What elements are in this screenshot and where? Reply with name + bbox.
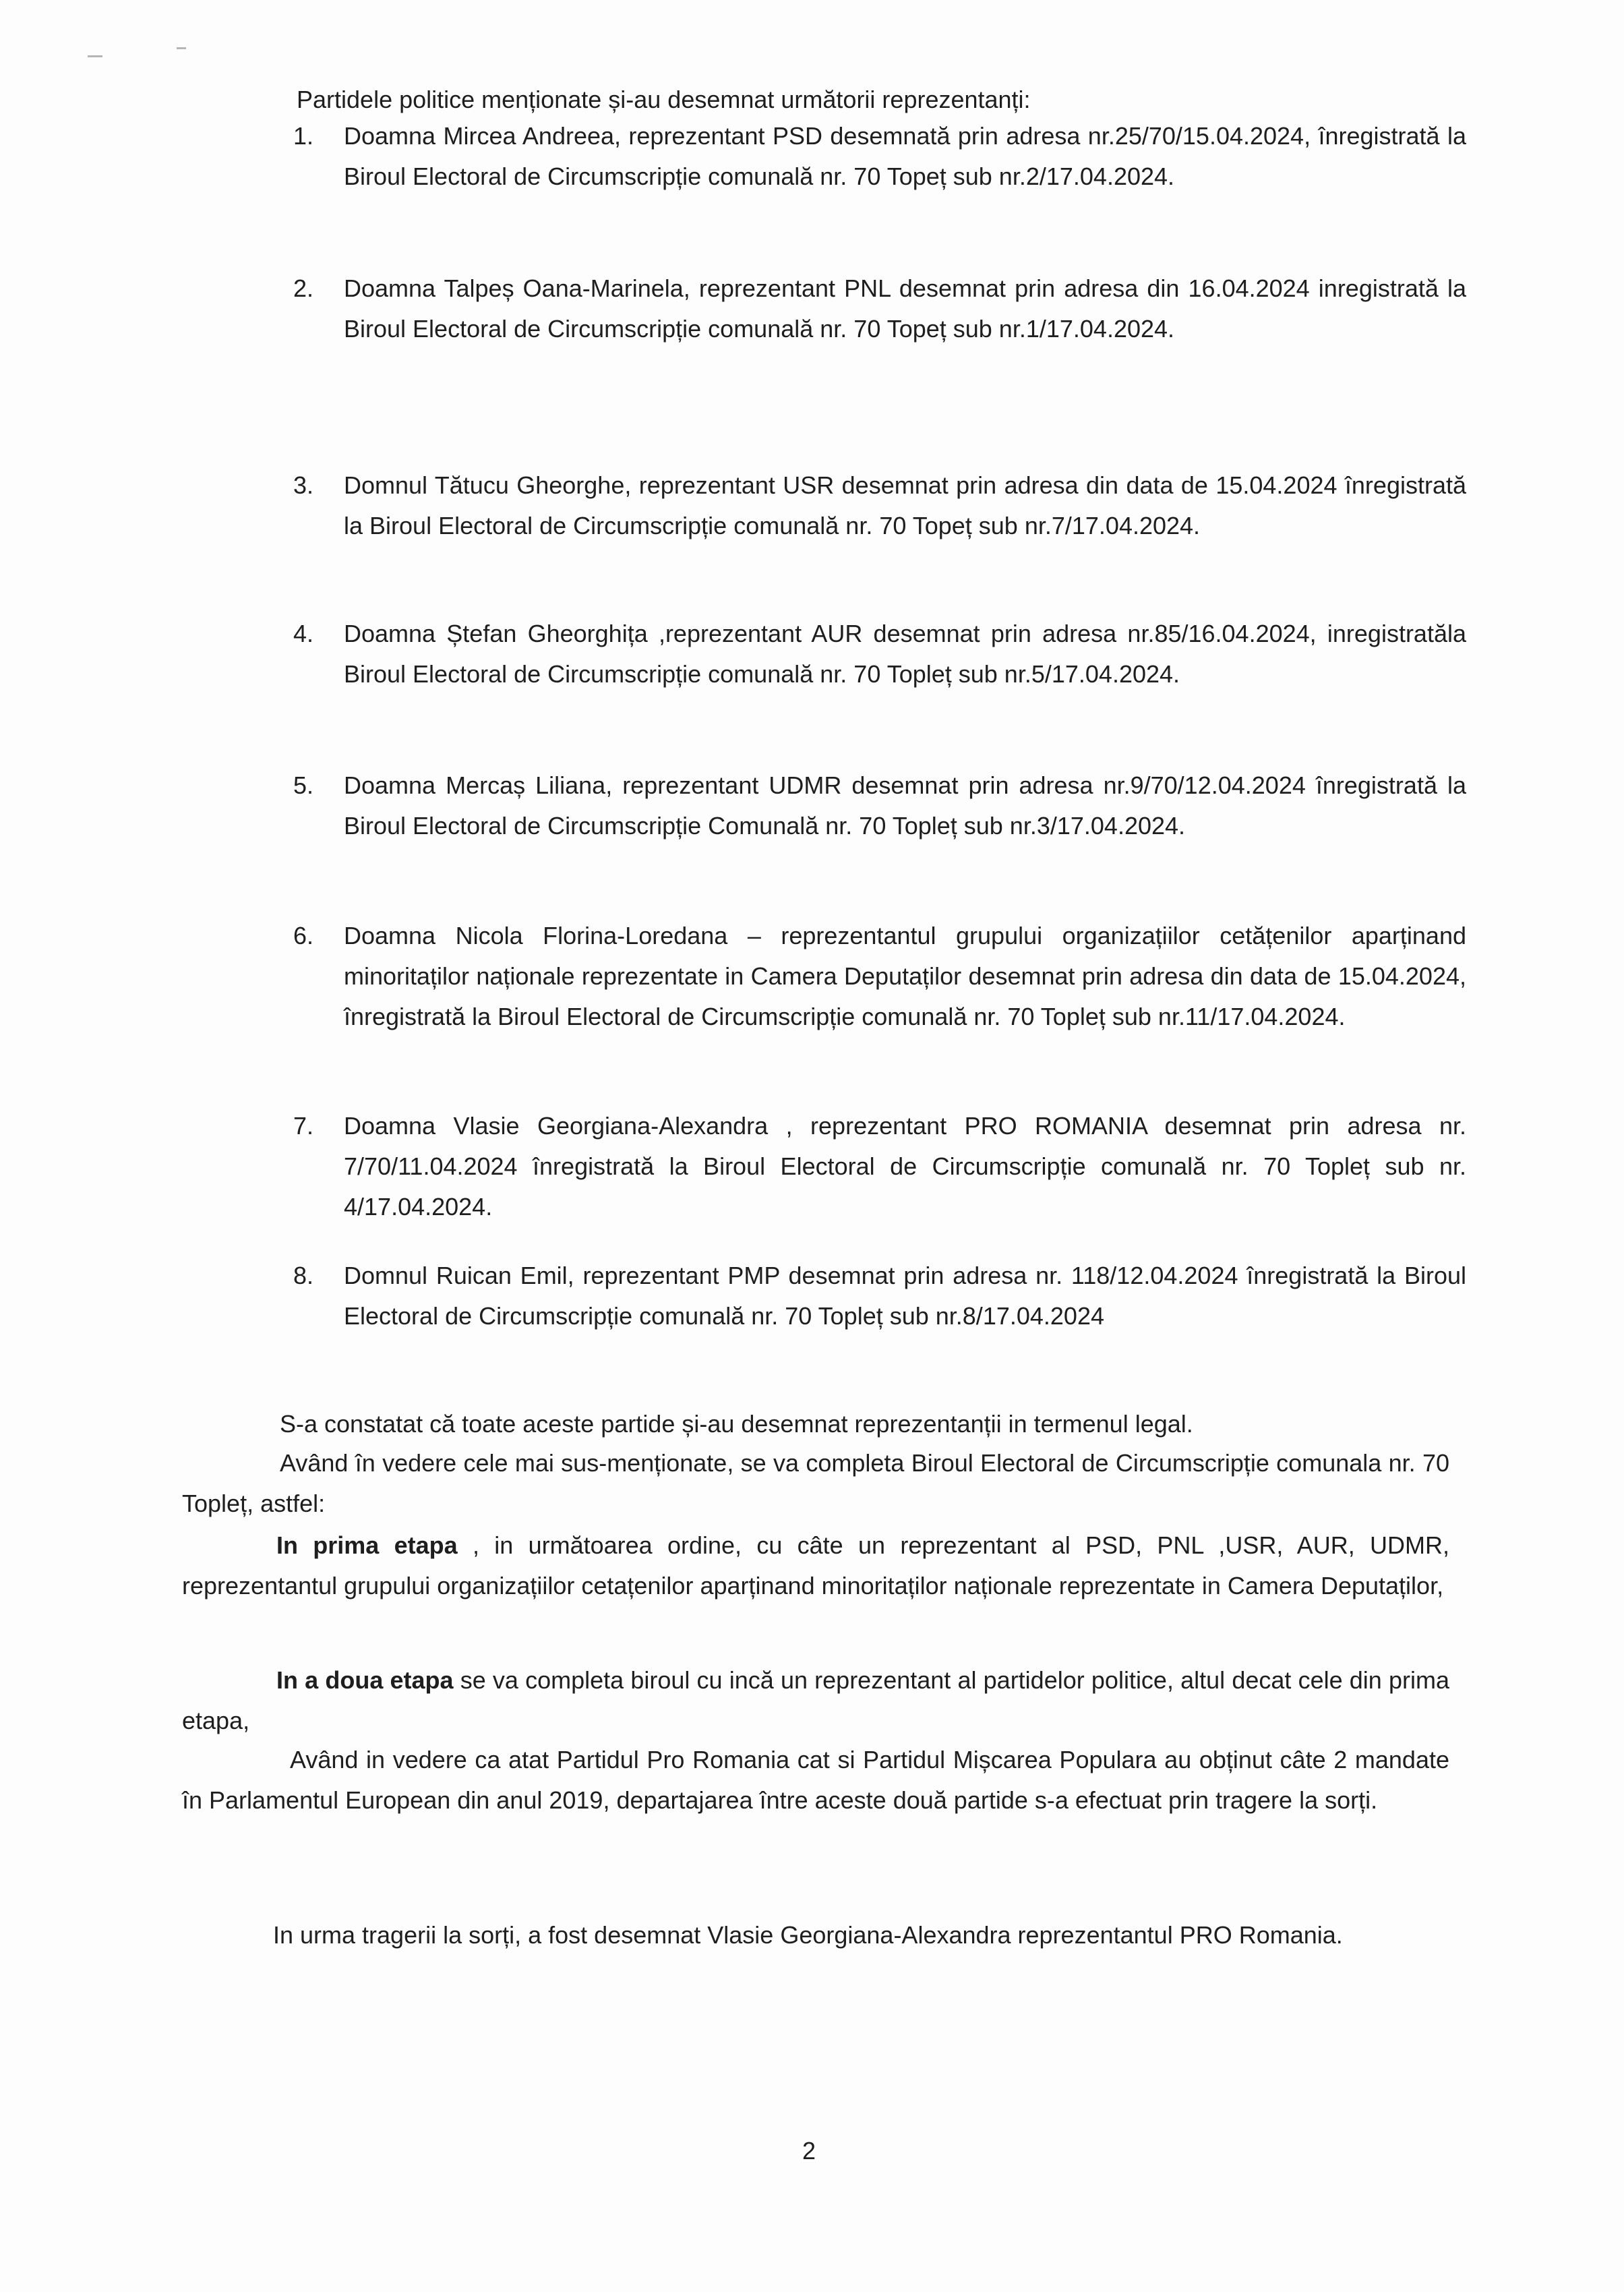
list-item-number: 8. (293, 1262, 314, 1289)
list-item (293, 465, 1466, 546)
list-item-number: 4. (293, 620, 314, 647)
list-item-text: Doamna Vlasie Georgiana-Alexandra , reprezentant PRO ROMANIA desemnat prin adresa nr. 7/70/11.04.2024 înregistrată la Biroul Electoral de Circumscripție comunală nr. 70 Topleț sub nr. 4/17.04.2024. (344, 1112, 1466, 1221)
list-item-number: 3. (293, 471, 314, 499)
paragraph-text: Având in vedere ca atat Partidul Pro Romania cat si Partidul Mișcarea Populara au obținut câte 2 mandate în Parlamentul European din anul 2019, departajarea între aceste două partide s-a efectuat prin tragere la sorți. (182, 1746, 1449, 1814)
paragraph-text: In urma tragerii la sorți, a fost desemnat Vlasie Georgiana-Alexandra reprezentantul PRO Romania. (273, 1921, 1343, 1949)
list-item (293, 116, 1466, 197)
paragraph-text: S-a constatat că toate aceste partide și-au desemnat reprezentanții in termenul legal. (280, 1410, 1193, 1438)
list-item (293, 916, 1466, 1037)
scan-artifact-mark (88, 55, 102, 57)
list-item (293, 614, 1466, 695)
list-item-text: Doamna Ștefan Gheorghița ,reprezentant AUR desemnat prin adresa nr.85/16.04.2024, inregistratăla Biroul Electoral de Circumscripție comunală nr. 70 Topleț sub nr.5/17.04.2024. (344, 620, 1466, 688)
paragraph-constatat (182, 1404, 1449, 1444)
paragraph-text: Având în vedere cele mai sus-menționate, se va completa Biroul Electoral de Circumscripție comunala nr. 70 Topleț, astfel: (182, 1449, 1449, 1517)
list-item (293, 1256, 1466, 1336)
page-number: 2 (802, 2137, 816, 2165)
paragraph-pro-romania (182, 1740, 1449, 1821)
list-item-text: Doamna Mircea Andreea, reprezentant PSD desemnată prin adresa nr.25/70/15.04.2024, înregistrată la Biroul Electoral de Circumscripție comunală nr. 70 Topeț sub nr.2/17.04.2024. (344, 122, 1466, 190)
list-item-text: Domnul Ruican Emil, reprezentant PMP desemnat prin adresa nr. 118/12.04.2024 înregistrată la Biroul Electoral de Circumscripție comunală nr. 70 Topleț sub nr.8/17.04.2024 (344, 1262, 1466, 1330)
list-item-number: 7. (293, 1112, 314, 1140)
paragraph-avand (182, 1443, 1449, 1524)
list-item-number: 5. (293, 771, 314, 799)
list-item-text: Doamna Mercaș Liliana, reprezentant UDMR desemnat prin adresa nr.9/70/12.04.2024 înregistrată la Biroul Electoral de Circumscripție Comunală nr. 70 Topleț sub nr.3/17.04.2024. (344, 771, 1466, 840)
stage-1-text: , in următoarea ordine, cu câte un reprezentant al PSD, PNL ,USR, AUR, UDMR, reprezentantul grupului organizațiilor cetațenilor aparținand minoritaților naționale reprezentate in Camera Deputaților, (182, 1531, 1450, 1599)
list-item-text: Doamna Nicola Florina-Loredana – reprezentantul grupului organizațiilor cetățenilor aparținand minoritaților naționale reprezentate in Camera Deputaților desemnat prin adresa din data de 15.04.2024, înregistrată la Biroul Electoral de Circumscripție comunală nr. 70 Topleț sub nr.11/17.04.2024. (344, 922, 1466, 1030)
stage-2-label: In a doua etapa (276, 1666, 454, 1694)
list-item (293, 268, 1466, 349)
list-item-number: 2. (293, 274, 314, 302)
list-item (293, 1106, 1466, 1227)
list-item (293, 765, 1466, 846)
paragraph-stage-2 (182, 1660, 1449, 1741)
list-item-number: 6. (293, 922, 314, 949)
list-item-text: Doamna Talpeș Oana-Marinela, reprezentant PNL desemnat prin adresa din 16.04.2024 inregistrată la Biroul Electoral de Circumscripție comunală nr. 70 Topeț sub nr.1/17.04.2024. (344, 274, 1466, 343)
list-item-number: 1. (293, 122, 314, 150)
list-item-text: Domnul Tătucu Gheorghe, reprezentant USR desemnat prin adresa din data de 15.04.2024 înregistrată la Biroul Electoral de Circumscripție comunală nr. 70 Topeț sub nr.7/17.04.2024. (344, 471, 1466, 539)
scan-artifact-mark (177, 47, 186, 49)
paragraph-stage-1 (182, 1525, 1449, 1606)
intro-paragraph: Partidele politice menționate și-au desemnat următorii reprezentanți: (297, 86, 1031, 113)
paragraph-result (182, 1915, 1449, 1956)
stage-2-text: se va completa biroul cu incă un reprezentant al partidelor politice, altul decat cele din prima etapa, (182, 1666, 1449, 1734)
stage-1-label: In prima etapa (276, 1531, 458, 1559)
